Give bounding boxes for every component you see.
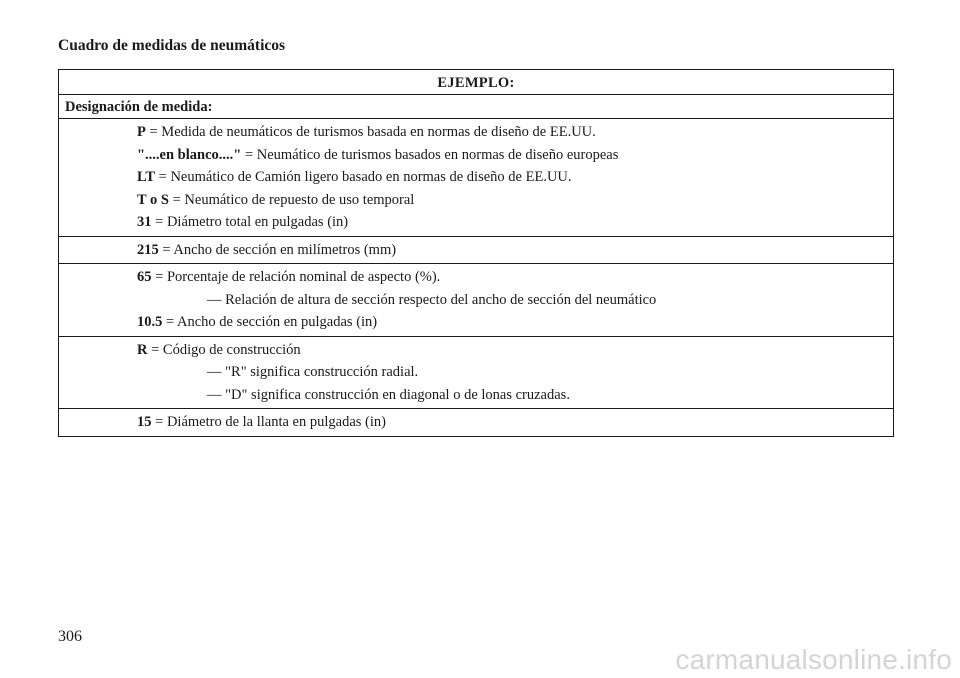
definition-line <box>59 121 893 144</box>
definition-line <box>59 339 893 362</box>
code-label: 215 <box>137 241 159 258</box>
code-label: 31 <box>137 214 152 230</box>
definition-line <box>59 239 893 262</box>
definition-line <box>59 266 893 289</box>
definition-text: Medida de neumáticos de turismos basada en normas de diseño de EE.UU. <box>161 124 596 140</box>
definition-line <box>59 189 893 212</box>
page-number: 306 <box>58 628 82 645</box>
page-title: Cuadro de medidas de neumáticos <box>58 37 286 54</box>
table-header: EJEMPLO: <box>437 75 515 91</box>
code-label: 65 <box>137 269 152 285</box>
code-label: "....en blanco...." <box>137 146 242 163</box>
equals-sign: = <box>162 314 178 330</box>
definition-text: Ancho de sección en milímetros (mm) <box>173 241 397 258</box>
definition-line <box>59 144 893 167</box>
code-label: T o S <box>137 191 169 208</box>
code-label: P <box>137 124 146 140</box>
designation-heading: Designación de medida: <box>59 94 893 118</box>
definition-text: Diámetro de la llanta en pulgadas (in) <box>166 414 386 430</box>
code-label: LT <box>137 169 156 185</box>
definition-text: Diámetro total en pulgadas (in) <box>166 214 349 230</box>
definition-line <box>59 311 893 334</box>
equals-sign: = <box>241 146 257 163</box>
definition-line <box>59 211 893 234</box>
definition-text: Neumático de repuesto de uso temporal <box>184 191 415 208</box>
code-label: 15 <box>137 414 152 430</box>
equals-sign: = <box>151 414 167 430</box>
equals-sign: = <box>168 191 185 208</box>
sub-note: — "R" significa construcción radial. <box>207 364 419 380</box>
table-row <box>59 236 893 264</box>
equals-sign: = <box>158 241 174 258</box>
table-row <box>59 408 893 436</box>
definition-text: Porcentaje de relación nominal de aspecto (%). <box>166 269 441 285</box>
definition-text: Ancho de sección en pulgadas (in) <box>177 314 378 330</box>
table-row <box>59 336 893 409</box>
definition-text: Neumático de turismos basados en normas de diseño europeas <box>256 146 619 163</box>
definition-line <box>59 166 893 189</box>
table-row <box>59 118 893 236</box>
equals-sign: = <box>145 124 162 140</box>
tire-size-table <box>58 69 894 437</box>
sub-note: — Relación de altura de sección respecto del ancho de sección del neumático <box>207 291 657 308</box>
code-label: R <box>137 341 148 358</box>
table-row <box>59 263 893 336</box>
definition-text: Código de construcción <box>162 341 301 358</box>
definition-text: Neumático de Camión ligero basado en normas de diseño de EE.UU. <box>170 169 572 185</box>
code-label: 10.5 <box>137 314 163 330</box>
watermark-text: carmanualsonline.info <box>675 644 952 675</box>
equals-sign: = <box>155 169 171 185</box>
equals-sign: = <box>147 341 163 358</box>
equals-sign: = <box>151 214 167 230</box>
equals-sign: = <box>151 269 167 285</box>
definition-line <box>59 411 893 434</box>
sub-note: — "D" significa construcción en diagonal o de lonas cruzadas. <box>207 386 570 403</box>
